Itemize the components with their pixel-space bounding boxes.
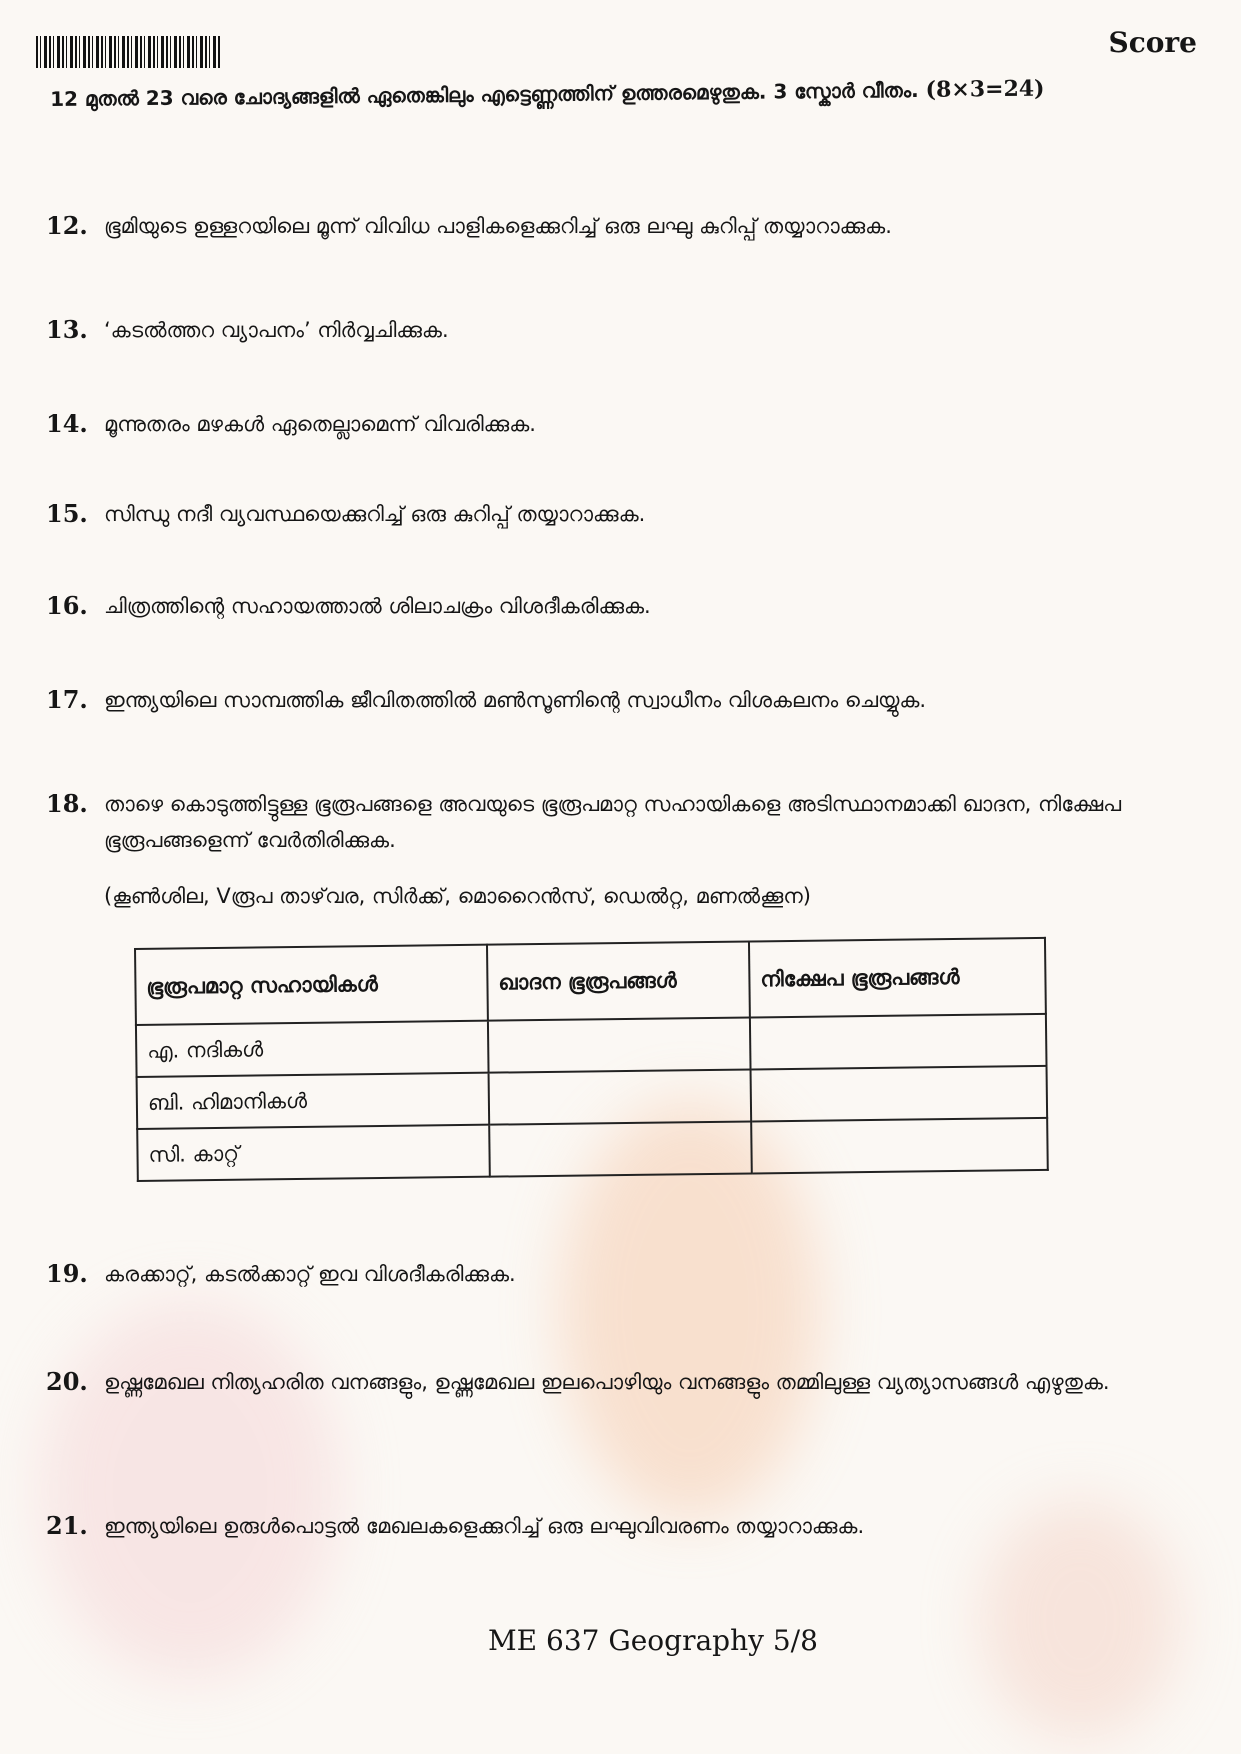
answer-cell[interactable] [751, 1118, 1048, 1174]
page-footer: ME 637 Geography 5/8 [488, 1624, 818, 1657]
column-header: നിക്ഷേപ ഭൂരൂപങ്ങൾ [749, 938, 1046, 1018]
answer-cell[interactable] [750, 1014, 1047, 1070]
question-12 [46, 208, 1196, 244]
question-text: ഇന്ത്യയിലെ ഉരുൾപൊട്ടൽ മേഖലകളെക്കുറിച്ച് ഒരു ലഘുവിവരണം തയ്യാറാക്കുക. [104, 1514, 865, 1538]
barcode [36, 36, 222, 68]
question-text: ചിത്രത്തിന്റെ സഹായത്താൽ ശിലാചക്രം വിശദീകരിക്കുക. [104, 594, 651, 618]
question-number: 14. [46, 409, 88, 438]
question-text: ഭൂമിയുടെ ഉള്ളറയിലെ മൂന്ന് വിവിധ പാളികളെക്കുറിച്ച് ഒരു ലഘു കുറിപ്പ് തയ്യാറാക്കുക. [104, 214, 892, 238]
question-14 [46, 406, 1196, 442]
question-20 [46, 1364, 1196, 1400]
question-21 [46, 1508, 1196, 1544]
instruction-marks: (8×3=24) [925, 75, 1045, 103]
landform-list: (കൂൺശില, Vരൂപ താഴ്‌വര, സിർക്ക്, മൊറൈൻസ്, ഡെൽറ്റ, മണൽക്കൂന) [104, 884, 811, 908]
question-number: 17. [46, 685, 88, 714]
agent-cell: ബി. ഹിമാനികൾ [137, 1073, 490, 1129]
question-text: ഉഷ്ണമേഖല നിത്യഹരിത വനങ്ങളും, ഉഷ്ണമേഖല ഇലപൊഴിയും വനങ്ങളും തമ്മിലുള്ള വ്യത്യാസങ്ങൾ എഴുതുക. [104, 1370, 1110, 1394]
question-17 [46, 682, 1196, 718]
question-text: ‘കടൽത്തറ വ്യാപനം’ നിർവ്വചിക്കുക. [104, 318, 449, 342]
answer-cell[interactable] [751, 1066, 1048, 1122]
table-header-row [135, 938, 1046, 1025]
question-text: മൂന്നുതരം മഴകൾ ഏതെല്ലാമെന്ന് വിവരിക്കുക. [104, 412, 536, 436]
question-number: 13. [46, 315, 88, 344]
question-number: 21. [46, 1511, 88, 1540]
answer-cell[interactable] [489, 1069, 752, 1124]
question-body [104, 786, 1196, 934]
question-19 [46, 1256, 1196, 1292]
agent-cell: സി. കാറ്റ് [137, 1125, 490, 1181]
agent-cell: എ. നദികൾ [136, 1021, 489, 1077]
question-number: 16. [46, 591, 88, 620]
instruction-text: 12 മുതൽ 23 വരെ ചോദ്യങ്ങളിൽ ഏതെങ്കിലും എട്ടെണ്ണത്തിന് ഉത്തരമെഴുതുക. 3 സ്കോർ വീതം. [50, 77, 919, 111]
question-18 [46, 786, 1196, 934]
question-text: ഇന്ത്യയിലെ സാമ്പത്തിക ജീവിതത്തിൽ മൺസൂണിന്റെ സ്വാധീനം വിശകലനം ചെയ്യുക. [104, 688, 927, 712]
question-13 [46, 312, 1196, 348]
column-header: ഖാദന ഭൂരൂപങ്ങൾ [487, 941, 750, 1020]
score-label: Score [1108, 26, 1197, 59]
landform-table [134, 937, 1049, 1182]
question-text: സിന്ധു നദീ വ്യവസ്ഥയെക്കുറിച്ച് ഒരു കുറിപ്പ് തയ്യാറാക്കുക. [104, 502, 646, 526]
table-row [137, 1118, 1048, 1181]
column-header: ഭൂരൂപമാറ്റ സഹായികൾ [135, 945, 488, 1025]
section-instruction [50, 74, 1197, 112]
question-number: 18. [46, 789, 88, 818]
question-number: 19. [46, 1259, 88, 1288]
question-text: താഴെ കൊടുത്തിട്ടുള്ള ഭൂരൂപങ്ങളെ അവയുടെ ഭൂരൂപമാറ്റ സഹായികളെ അടിസ്ഥാനമാക്കി ഖാദന, നിക്ഷേപ ഭൂരൂപങ്ങളെന്ന് വേർതിരിക്കുക. [104, 792, 1122, 852]
answer-cell[interactable] [488, 1017, 751, 1072]
answer-cell[interactable] [489, 1121, 752, 1176]
question-text: കരക്കാറ്റ്, കടൽക്കാറ്റ് ഇവ വിശദീകരിക്കുക. [104, 1262, 516, 1286]
question-16 [46, 588, 1196, 624]
question-15 [46, 496, 1196, 532]
paper-stain [40, 1300, 340, 1680]
question-number: 15. [46, 499, 88, 528]
question-number: 12. [46, 211, 88, 240]
question-number: 20. [46, 1367, 88, 1396]
